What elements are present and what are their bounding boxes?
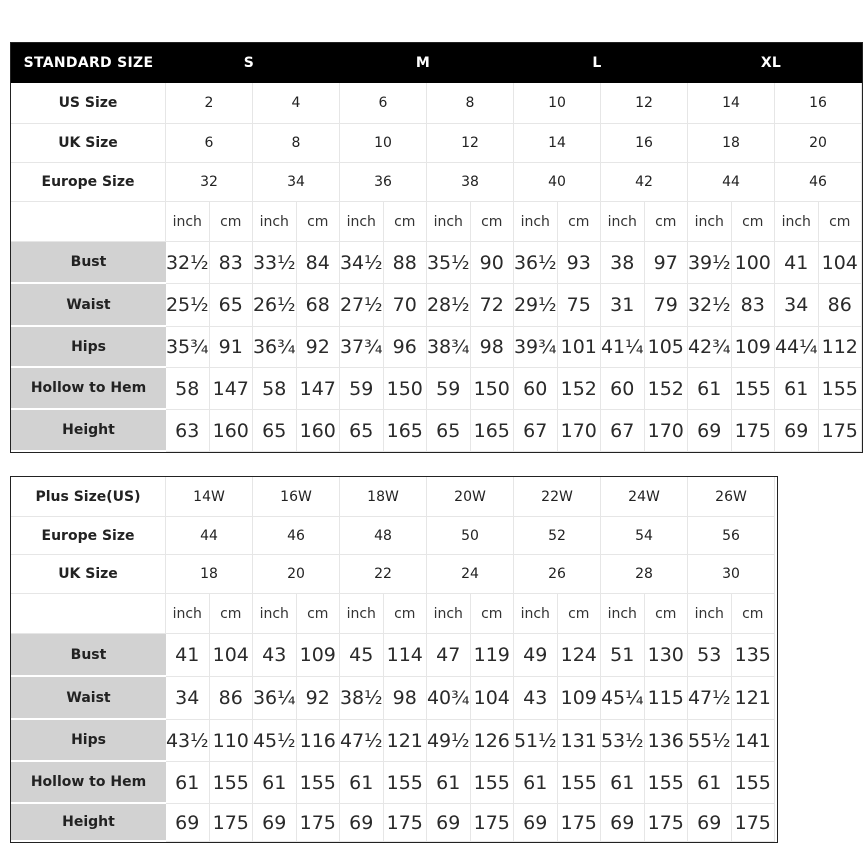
measurement-value: 41 xyxy=(775,242,819,284)
size-value: 50 xyxy=(427,517,514,555)
measurement-value: 100 xyxy=(732,242,776,284)
unit-label: inch xyxy=(514,594,558,634)
unit-label: cm xyxy=(645,594,689,634)
unit-label: inch xyxy=(601,594,645,634)
unit-label: inch xyxy=(166,594,210,634)
measurement-value: 165 xyxy=(471,410,515,452)
unit-label: inch xyxy=(340,594,384,634)
measurement-value: 155 xyxy=(645,762,689,804)
size-value: 54 xyxy=(601,517,688,555)
row-label: UK Size xyxy=(11,555,166,594)
measurement-value: 170 xyxy=(558,410,602,452)
measurement-value: 175 xyxy=(471,804,515,842)
unit-label: inch xyxy=(253,594,297,634)
measurement-value: 34 xyxy=(775,284,819,327)
size-value: 34 xyxy=(253,163,340,202)
measurement-value: 28½ xyxy=(427,284,471,327)
measurement-value: 155 xyxy=(471,762,515,804)
unit-label: inch xyxy=(601,202,645,242)
measurement-value: 165 xyxy=(384,410,428,452)
measurement-value: 130 xyxy=(645,634,689,677)
size-value: 30 xyxy=(688,555,775,594)
size-value: 16W xyxy=(253,477,340,517)
measurement-value: 116 xyxy=(297,720,341,762)
measurement-value: 59 xyxy=(427,368,471,410)
measurement-value: 141 xyxy=(732,720,776,762)
measurement-value: 175 xyxy=(645,804,689,842)
measurement-value: 160 xyxy=(210,410,254,452)
measurement-value: 44¼ xyxy=(775,327,819,368)
size-value: 10 xyxy=(514,83,601,124)
unit-label: cm xyxy=(558,594,602,634)
measurement-value: 152 xyxy=(645,368,689,410)
unit-label: cm xyxy=(210,202,254,242)
measurement-value: 53 xyxy=(688,634,732,677)
measurement-value: 136 xyxy=(645,720,689,762)
measurement-value: 98 xyxy=(384,677,428,720)
measurement-value: 75 xyxy=(558,284,602,327)
measurement-value: 45¼ xyxy=(601,677,645,720)
size-value: 6 xyxy=(340,83,427,124)
measurement-value: 175 xyxy=(819,410,863,452)
measurement-value: 36¾ xyxy=(253,327,297,368)
measurement-value: 109 xyxy=(558,677,602,720)
measurement-value: 131 xyxy=(558,720,602,762)
measurement-value: 84 xyxy=(297,242,341,284)
measurement-value: 34 xyxy=(166,677,210,720)
measurement-value: 37¾ xyxy=(340,327,384,368)
unit-row-spacer xyxy=(11,202,166,242)
unit-label: cm xyxy=(645,202,689,242)
unit-label: cm xyxy=(471,202,515,242)
size-value: 52 xyxy=(514,517,601,555)
measurement-value: 175 xyxy=(210,804,254,842)
size-value: 36 xyxy=(340,163,427,202)
size-value: 8 xyxy=(253,124,340,163)
measurement-value: 147 xyxy=(210,368,254,410)
measurement-value: 135 xyxy=(732,634,776,677)
size-value: 22 xyxy=(340,555,427,594)
measurement-value: 35¾ xyxy=(166,327,210,368)
unit-label: cm xyxy=(384,202,428,242)
unit-label: cm xyxy=(558,202,602,242)
measurement-value: 45½ xyxy=(253,720,297,762)
measurement-value: 175 xyxy=(297,804,341,842)
measurement-value: 155 xyxy=(558,762,602,804)
measurement-value: 41 xyxy=(166,634,210,677)
unit-label: cm xyxy=(210,594,254,634)
size-group-label: XL xyxy=(760,55,782,71)
unit-label: inch xyxy=(427,202,471,242)
unit-label: cm xyxy=(732,202,776,242)
row-label: Europe Size xyxy=(11,517,166,555)
row-label: Europe Size xyxy=(11,163,166,202)
measurement-value: 69 xyxy=(427,804,471,842)
measurement-value: 109 xyxy=(732,327,776,368)
measurement-value: 32½ xyxy=(688,284,732,327)
measurement-label: Hips xyxy=(11,720,166,762)
measurement-value: 91 xyxy=(210,327,254,368)
measurement-value: 104 xyxy=(471,677,515,720)
measurement-value: 45 xyxy=(340,634,384,677)
unit-label: inch xyxy=(166,202,210,242)
measurement-label: Hips xyxy=(11,327,166,368)
measurement-value: 60 xyxy=(601,368,645,410)
measurement-value: 105 xyxy=(645,327,689,368)
measurement-value: 27½ xyxy=(340,284,384,327)
size-value: 10 xyxy=(340,124,427,163)
measurement-value: 124 xyxy=(558,634,602,677)
measurement-value: 115 xyxy=(645,677,689,720)
measurement-value: 58 xyxy=(253,368,297,410)
measurement-value: 59 xyxy=(340,368,384,410)
size-value: 56 xyxy=(688,517,775,555)
measurement-value: 60 xyxy=(514,368,558,410)
measurement-value: 38¾ xyxy=(427,327,471,368)
measurement-value: 155 xyxy=(732,368,776,410)
measurement-value: 58 xyxy=(166,368,210,410)
measurement-value: 150 xyxy=(384,368,428,410)
measurement-value: 114 xyxy=(384,634,428,677)
size-value: 24 xyxy=(427,555,514,594)
measurement-value: 61 xyxy=(688,762,732,804)
measurement-value: 97 xyxy=(645,242,689,284)
measurement-value: 69 xyxy=(688,804,732,842)
measurement-value: 175 xyxy=(558,804,602,842)
size-value: 18W xyxy=(340,477,427,517)
measurement-label: Hollow to Hem xyxy=(11,762,166,804)
measurement-value: 155 xyxy=(297,762,341,804)
measurement-value: 53½ xyxy=(601,720,645,762)
measurement-label: Waist xyxy=(11,677,166,720)
size-value: 16 xyxy=(601,124,688,163)
measurement-value: 92 xyxy=(297,677,341,720)
measurement-value: 63 xyxy=(166,410,210,452)
measurement-value: 39¾ xyxy=(514,327,558,368)
unit-label: inch xyxy=(688,202,732,242)
measurement-value: 79 xyxy=(645,284,689,327)
unit-label: inch xyxy=(688,594,732,634)
measurement-value: 61 xyxy=(166,762,210,804)
measurement-value: 51½ xyxy=(514,720,558,762)
measurement-value: 33½ xyxy=(253,242,297,284)
size-value: 20 xyxy=(253,555,340,594)
measurement-value: 32½ xyxy=(166,242,210,284)
size-value: 12 xyxy=(601,83,688,124)
size-value: 4 xyxy=(253,83,340,124)
size-value: 12 xyxy=(427,124,514,163)
measurement-value: 93 xyxy=(558,242,602,284)
unit-label: cm xyxy=(297,594,341,634)
size-value: 26 xyxy=(514,555,601,594)
measurement-label: Hollow to Hem xyxy=(11,368,166,410)
measurement-value: 147 xyxy=(297,368,341,410)
unit-label: cm xyxy=(297,202,341,242)
unit-label: cm xyxy=(384,594,428,634)
unit-label: cm xyxy=(471,594,515,634)
measurement-value: 36½ xyxy=(514,242,558,284)
size-group-label: M xyxy=(415,55,431,71)
plus-size-chart xyxy=(10,476,778,843)
measurement-value: 67 xyxy=(514,410,558,452)
measurement-value: 65 xyxy=(427,410,471,452)
measurement-value: 69 xyxy=(514,804,558,842)
size-value: 14W xyxy=(166,477,253,517)
measurement-value: 70 xyxy=(384,284,428,327)
measurement-value: 49½ xyxy=(427,720,471,762)
measurement-value: 96 xyxy=(384,327,428,368)
unit-label: inch xyxy=(427,594,471,634)
measurement-value: 83 xyxy=(210,242,254,284)
measurement-value: 47 xyxy=(427,634,471,677)
measurement-value: 110 xyxy=(210,720,254,762)
size-value: 8 xyxy=(427,83,514,124)
measurement-value: 42¾ xyxy=(688,327,732,368)
size-value: 24W xyxy=(601,477,688,517)
measurement-value: 29½ xyxy=(514,284,558,327)
measurement-value: 155 xyxy=(384,762,428,804)
measurement-value: 35½ xyxy=(427,242,471,284)
row-label: US Size xyxy=(11,83,166,124)
size-value: 44 xyxy=(688,163,775,202)
size-value: 2 xyxy=(166,83,253,124)
measurement-value: 36¼ xyxy=(253,677,297,720)
measurement-value: 61 xyxy=(775,368,819,410)
size-value: 28 xyxy=(601,555,688,594)
measurement-value: 26½ xyxy=(253,284,297,327)
size-value: 20 xyxy=(775,124,862,163)
size-value: 46 xyxy=(253,517,340,555)
measurement-value: 175 xyxy=(732,804,776,842)
measurement-value: 69 xyxy=(166,804,210,842)
unit-label: inch xyxy=(340,202,384,242)
measurement-value: 175 xyxy=(384,804,428,842)
measurement-value: 126 xyxy=(471,720,515,762)
measurement-value: 51 xyxy=(601,634,645,677)
measurement-value: 90 xyxy=(471,242,515,284)
unit-label: inch xyxy=(775,202,819,242)
measurement-value: 34½ xyxy=(340,242,384,284)
size-value: 20W xyxy=(427,477,514,517)
size-value: 40 xyxy=(514,163,601,202)
measurement-value: 83 xyxy=(732,284,776,327)
size-value: 16 xyxy=(775,83,862,124)
measurement-value: 69 xyxy=(688,410,732,452)
measurement-value: 104 xyxy=(819,242,863,284)
measurement-value: 68 xyxy=(297,284,341,327)
measurement-value: 86 xyxy=(210,677,254,720)
size-value: 18 xyxy=(688,124,775,163)
size-value: 44 xyxy=(166,517,253,555)
measurement-value: 150 xyxy=(471,368,515,410)
measurement-value: 47½ xyxy=(688,677,732,720)
measurement-label: Height xyxy=(11,410,166,452)
size-value: 26W xyxy=(688,477,775,517)
size-value: 32 xyxy=(166,163,253,202)
measurement-value: 61 xyxy=(253,762,297,804)
measurement-value: 119 xyxy=(471,634,515,677)
size-value: 22W xyxy=(514,477,601,517)
measurement-value: 72 xyxy=(471,284,515,327)
unit-label: inch xyxy=(514,202,558,242)
size-value: 38 xyxy=(427,163,514,202)
measurement-value: 65 xyxy=(340,410,384,452)
measurement-value: 61 xyxy=(427,762,471,804)
measurement-value: 69 xyxy=(340,804,384,842)
unit-label: cm xyxy=(819,202,863,242)
measurement-value: 61 xyxy=(601,762,645,804)
measurement-value: 43½ xyxy=(166,720,210,762)
measurement-value: 43 xyxy=(514,677,558,720)
measurement-value: 88 xyxy=(384,242,428,284)
measurement-value: 160 xyxy=(297,410,341,452)
measurement-value: 55½ xyxy=(688,720,732,762)
measurement-value: 69 xyxy=(601,804,645,842)
measurement-label: Waist xyxy=(11,284,166,327)
unit-label: cm xyxy=(732,594,776,634)
size-value: 18 xyxy=(166,555,253,594)
measurement-value: 121 xyxy=(732,677,776,720)
unit-row-spacer xyxy=(11,594,166,634)
measurement-value: 101 xyxy=(558,327,602,368)
measurement-value: 31 xyxy=(601,284,645,327)
measurement-value: 61 xyxy=(340,762,384,804)
measurement-value: 61 xyxy=(514,762,558,804)
measurement-value: 86 xyxy=(819,284,863,327)
measurement-value: 61 xyxy=(688,368,732,410)
size-group-label: L xyxy=(592,55,602,71)
measurement-value: 69 xyxy=(775,410,819,452)
unit-label: inch xyxy=(253,202,297,242)
measurement-value: 38 xyxy=(601,242,645,284)
measurement-value: 38½ xyxy=(340,677,384,720)
measurement-value: 155 xyxy=(819,368,863,410)
measurement-value: 152 xyxy=(558,368,602,410)
measurement-value: 109 xyxy=(297,634,341,677)
measurement-value: 175 xyxy=(732,410,776,452)
measurement-value: 49 xyxy=(514,634,558,677)
measurement-value: 47½ xyxy=(340,720,384,762)
measurement-value: 40¾ xyxy=(427,677,471,720)
measurement-value: 98 xyxy=(471,327,515,368)
measurement-value: 155 xyxy=(210,762,254,804)
row-label: UK Size xyxy=(11,124,166,163)
size-value: 46 xyxy=(775,163,862,202)
measurement-value: 41¼ xyxy=(601,327,645,368)
row-label: Plus Size(US) xyxy=(11,477,166,517)
measurement-value: 67 xyxy=(601,410,645,452)
measurement-value: 170 xyxy=(645,410,689,452)
measurement-value: 39½ xyxy=(688,242,732,284)
size-value: 48 xyxy=(340,517,427,555)
measurement-label: Bust xyxy=(11,634,166,677)
measurement-value: 112 xyxy=(819,327,863,368)
standard-size-title: STANDARD SIZE xyxy=(23,55,154,71)
measurement-value: 92 xyxy=(297,327,341,368)
measurement-value: 155 xyxy=(732,762,776,804)
standard-size-chart xyxy=(10,42,863,453)
measurement-value: 69 xyxy=(253,804,297,842)
size-value: 14 xyxy=(688,83,775,124)
size-value: 14 xyxy=(514,124,601,163)
measurement-label: Bust xyxy=(11,242,166,284)
measurement-value: 104 xyxy=(210,634,254,677)
measurement-value: 25½ xyxy=(166,284,210,327)
measurement-value: 65 xyxy=(253,410,297,452)
size-value: 6 xyxy=(166,124,253,163)
measurement-value: 43 xyxy=(253,634,297,677)
measurement-value: 121 xyxy=(384,720,428,762)
size-value: 42 xyxy=(601,163,688,202)
measurement-value: 65 xyxy=(210,284,254,327)
measurement-label: Height xyxy=(11,804,166,842)
size-group-label: S xyxy=(243,55,255,71)
